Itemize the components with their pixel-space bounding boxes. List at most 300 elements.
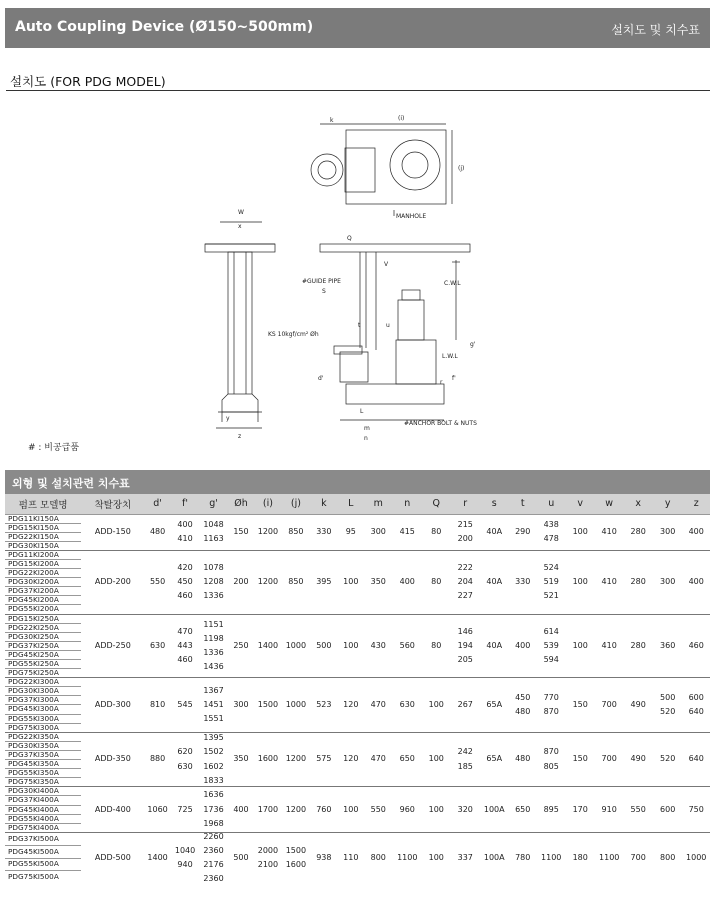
cell-value: 1100	[541, 852, 562, 862]
cell-value: 410	[177, 534, 193, 544]
cell-g	[199, 678, 227, 733]
label-manhole: MANHOLE	[396, 213, 427, 220]
col-f: f'	[171, 494, 199, 514]
col-z: z	[682, 494, 710, 514]
cell-value: 185	[457, 761, 473, 771]
cell-u	[537, 550, 565, 614]
cell-value: 870	[543, 747, 559, 757]
cell-l: 120	[338, 678, 364, 733]
cell-q: 80	[422, 514, 450, 550]
cell-d: 880	[144, 732, 170, 787]
cell-y	[653, 678, 683, 733]
cell-model: PDG75KI500A	[5, 871, 81, 883]
cell-model: PDG22KI300A	[5, 678, 81, 687]
cell-model: PDG75KI400A	[5, 823, 81, 832]
cell-j: 1200	[282, 732, 310, 787]
cell-model: PDG30KI350A	[5, 741, 81, 750]
cell-y: 600	[653, 787, 683, 832]
cell-x: 550	[623, 787, 653, 832]
label-f: f'	[452, 375, 456, 382]
cell-i: 1200	[254, 550, 281, 614]
label-cwl: C.W.L	[444, 280, 461, 287]
cell-value: 519	[543, 577, 559, 587]
col-t: t	[508, 494, 536, 514]
header-subtitle: 설치도 및 치수표	[611, 23, 700, 37]
cell-g	[199, 787, 227, 832]
cell-d: 1400	[144, 832, 170, 883]
col-s: s	[480, 494, 508, 514]
cell-l: 100	[338, 787, 364, 832]
cell-h: 150	[228, 514, 254, 550]
cell-device: ADD-400	[81, 787, 144, 832]
label-lwl: L.W.L	[442, 353, 458, 360]
cell-z: 750	[682, 787, 710, 832]
cell-l: 100	[338, 550, 364, 614]
cell-value: 1968	[203, 818, 224, 828]
table-row	[5, 732, 710, 741]
cell-value: 1395	[203, 733, 224, 743]
cell-t: 290	[508, 514, 536, 550]
cell-i: 1500	[254, 678, 281, 733]
cell-t: 650	[508, 787, 536, 832]
note-text: # : 비공급품	[28, 443, 80, 453]
cell-device: ADD-150	[81, 514, 144, 550]
cell-model: PDG45KI300A	[5, 705, 81, 714]
cell-l: 110	[338, 832, 364, 883]
label-r: r	[440, 379, 443, 386]
cell-l: 95	[338, 514, 364, 550]
label-l: L	[360, 408, 364, 415]
cell-model: PDG15KI250A	[5, 614, 81, 623]
cell-model: PDG22KI200A	[5, 569, 81, 578]
cell-device: ADD-200	[81, 550, 144, 614]
cell-model: PDG37KI350A	[5, 750, 81, 759]
cell-r	[451, 614, 481, 678]
table-row	[5, 514, 710, 523]
cell-n: 1100	[393, 832, 423, 883]
cell-q: 100	[422, 678, 450, 733]
cell-z: 400	[682, 514, 710, 550]
cell-model: PDG45KI400A	[5, 805, 81, 814]
table-title: 외형 및 설치관련 치수표	[5, 470, 710, 494]
cell-w: 700	[595, 678, 623, 733]
cell-d: 1060	[144, 787, 170, 832]
cell-model: PDG75KI250A	[5, 669, 81, 678]
cell-s: 40A	[480, 614, 508, 678]
cell-q: 80	[422, 550, 450, 614]
col-d: d'	[144, 494, 170, 514]
cell-j	[282, 832, 310, 883]
cell-x: 490	[623, 732, 653, 787]
cell-u	[537, 614, 565, 678]
cell-h: 250	[228, 614, 254, 678]
cell-value: 940	[177, 859, 193, 869]
cell-g	[199, 732, 227, 787]
cell-f	[171, 550, 199, 614]
cell-value: 1551	[203, 714, 224, 724]
cell-i: 1200	[254, 514, 281, 550]
col-i: (i)	[254, 494, 281, 514]
cell-x: 700	[623, 832, 653, 883]
cell-value: 478	[543, 534, 559, 544]
cell-r	[451, 787, 481, 832]
cell-model: PDG11KI150A	[5, 514, 81, 523]
cell-f	[171, 732, 199, 787]
cell-u	[537, 678, 565, 733]
cell-r	[451, 732, 481, 787]
cell-d: 550	[144, 550, 170, 614]
cell-model: PDG37KI400A	[5, 796, 81, 805]
cell-s: 100A	[480, 787, 508, 832]
cell-value: 420	[177, 563, 193, 573]
cell-value: 460	[177, 654, 193, 664]
label-w: W	[238, 209, 244, 216]
col-w: w	[595, 494, 623, 514]
cell-model: PDG45KI250A	[5, 650, 81, 659]
label-z: z	[238, 433, 242, 440]
cell-j: 850	[282, 514, 310, 550]
cell-f	[171, 787, 199, 832]
cell-m: 800	[364, 832, 392, 883]
cell-value: 194	[457, 640, 473, 650]
col-u: u	[537, 494, 565, 514]
cell-value: 520	[660, 706, 676, 716]
cell-value: 539	[543, 640, 559, 650]
cell-value: 600	[688, 692, 704, 702]
cell-y: 360	[653, 614, 683, 678]
cell-value: 1078	[203, 563, 224, 573]
cell-z: 460	[682, 614, 710, 678]
cell-u	[537, 514, 565, 550]
cell-value: 1208	[203, 577, 224, 587]
cell-y: 300	[653, 550, 683, 614]
cell-value: 2176	[203, 859, 224, 869]
cell-model: PDG22KI150A	[5, 532, 81, 541]
cell-s: 40A	[480, 514, 508, 550]
cell-q: 80	[422, 614, 450, 678]
cell-model: PDG55KI250A	[5, 660, 81, 669]
table-row	[5, 550, 710, 559]
cell-j: 850	[282, 550, 310, 614]
cell-value: 2000	[257, 845, 279, 855]
cell-x: 490	[623, 678, 653, 733]
label-x: x	[238, 223, 242, 230]
cell-value: 242	[457, 747, 473, 757]
cell-g	[199, 514, 227, 550]
cell-value: 337	[457, 852, 473, 862]
col-model: 펌프 모델명	[5, 494, 81, 514]
cell-value: 2360	[203, 845, 224, 855]
cell-k: 575	[310, 732, 337, 787]
cell-value: 1336	[203, 647, 224, 657]
col-q: Q	[422, 494, 450, 514]
cell-u	[537, 787, 565, 832]
cell-n: 650	[393, 732, 423, 787]
table-row	[5, 832, 710, 845]
cell-value: 1198	[203, 633, 224, 643]
label-guide-pipe: #GUIDE PIPE	[302, 278, 341, 285]
cell-y: 800	[653, 832, 683, 883]
cell-model: PDG45KI350A	[5, 760, 81, 769]
cell-h: 200	[228, 550, 254, 614]
cell-value: 545	[177, 699, 193, 709]
cell-value: 1163	[203, 534, 224, 544]
cell-value: 222	[457, 563, 473, 573]
cell-l: 100	[338, 614, 364, 678]
cell-value: 2100	[257, 859, 279, 869]
section-divider	[6, 90, 710, 91]
cell-value: 521	[543, 591, 559, 601]
table-row	[5, 614, 710, 623]
cell-value: 1602	[203, 761, 224, 771]
cell-g	[199, 832, 227, 883]
cell-value: 1502	[203, 747, 224, 757]
cell-v: 100	[565, 514, 595, 550]
cell-value: 1833	[203, 775, 224, 785]
col-v: v	[565, 494, 595, 514]
cell-value: 805	[543, 761, 559, 771]
label-t: t	[358, 322, 361, 329]
cell-i: 1600	[254, 732, 281, 787]
cell-value: 594	[543, 654, 559, 664]
cell-value: 1600	[285, 859, 307, 869]
cell-f	[171, 614, 199, 678]
label-n: n	[364, 435, 368, 442]
cell-l: 120	[338, 732, 364, 787]
cell-n: 560	[393, 614, 423, 678]
cell-m: 550	[364, 787, 392, 832]
cell-value: 1500	[285, 845, 307, 855]
cell-value: 227	[457, 591, 473, 601]
cell-model: PDG30KI250A	[5, 632, 81, 641]
cell-m: 350	[364, 550, 392, 614]
label-y: y	[226, 415, 230, 422]
cell-k: 938	[310, 832, 337, 883]
label-d: d'	[318, 375, 324, 382]
cell-v: 100	[565, 550, 595, 614]
cell-value: 500	[660, 692, 676, 702]
label-v: V	[384, 261, 389, 268]
label-g: g'	[470, 341, 476, 348]
cell-v: 100	[565, 614, 595, 678]
cell-h: 300	[228, 678, 254, 733]
cell-r	[451, 550, 481, 614]
cell-device: ADD-250	[81, 614, 144, 678]
cell-model: PDG30KI300A	[5, 687, 81, 696]
cell-j: 1200	[282, 787, 310, 832]
cell-model: PDG22KI250A	[5, 623, 81, 632]
col-l: L	[338, 494, 364, 514]
label-j: (j)	[458, 165, 465, 172]
dimension-table	[5, 494, 710, 883]
col-device: 착탈장치	[81, 494, 144, 514]
cell-h: 500	[228, 832, 254, 883]
cell-value: 443	[177, 640, 193, 650]
cell-k: 395	[310, 550, 337, 614]
cell-q: 100	[422, 832, 450, 883]
cell-model: PDG37KI300A	[5, 696, 81, 705]
cell-value: 1040	[174, 845, 196, 855]
cell-model: PDG45KI500A	[5, 845, 81, 858]
side-view	[205, 222, 275, 428]
cell-r	[451, 832, 481, 883]
cell-s: 65A	[480, 678, 508, 733]
cell-z: 640	[682, 732, 710, 787]
label-m: m	[364, 425, 370, 432]
cell-q: 100	[422, 732, 450, 787]
cell-g	[199, 614, 227, 678]
cell-model: PDG75KI300A	[5, 723, 81, 732]
cell-value: 470	[177, 626, 193, 636]
cell-value: 1736	[203, 804, 224, 814]
cell-n: 630	[393, 678, 423, 733]
cell-value: 620	[177, 747, 193, 757]
label-ks: KS 10kgf/cm² Øh	[268, 331, 319, 338]
cell-t: 400	[508, 614, 536, 678]
cell-device: ADD-350	[81, 732, 144, 787]
cell-n: 400	[393, 550, 423, 614]
cell-model: PDG30KI150A	[5, 541, 81, 550]
cell-value: 450	[515, 692, 531, 702]
cell-r	[451, 514, 481, 550]
cell-i: 1400	[254, 614, 281, 678]
col-k: k	[310, 494, 337, 514]
cell-model: PDG55KI300A	[5, 714, 81, 723]
cell-value: 640	[688, 706, 704, 716]
label-i: (i)	[398, 115, 405, 122]
cell-z	[682, 678, 710, 733]
cell-w: 410	[595, 550, 623, 614]
cell-model: PDG55KI350A	[5, 769, 81, 778]
cell-w: 410	[595, 614, 623, 678]
cell-value: 725	[177, 804, 193, 814]
cell-value: 1436	[203, 661, 224, 671]
cell-u	[537, 832, 565, 883]
cell-model: PDG37KI200A	[5, 587, 81, 596]
cell-t: 480	[508, 732, 536, 787]
cell-model: PDG37KI250A	[5, 641, 81, 650]
cell-value: 460	[177, 591, 193, 601]
cell-model: PDG55KI500A	[5, 858, 81, 871]
col-g: g'	[199, 494, 227, 514]
cell-m: 430	[364, 614, 392, 678]
cell-r	[451, 678, 481, 733]
cell-value: 614	[543, 626, 559, 636]
cell-value: 1336	[203, 591, 224, 601]
cell-y: 520	[653, 732, 683, 787]
table-header-row	[5, 494, 710, 514]
cell-x: 280	[623, 514, 653, 550]
cell-s: 100A	[480, 832, 508, 883]
cell-k: 330	[310, 514, 337, 550]
cell-w: 410	[595, 514, 623, 550]
cell-z: 1000	[682, 832, 710, 883]
cell-v: 150	[565, 732, 595, 787]
cell-t: 330	[508, 550, 536, 614]
cell-n: 415	[393, 514, 423, 550]
cell-value: 146	[457, 626, 473, 636]
cell-h: 350	[228, 732, 254, 787]
cell-k: 760	[310, 787, 337, 832]
cell-model: PDG75KI350A	[5, 778, 81, 787]
cell-value: 2360	[203, 874, 224, 884]
cell-value: 204	[457, 577, 473, 587]
cell-value: 267	[457, 699, 473, 709]
cell-i: 1700	[254, 787, 281, 832]
cell-f	[171, 678, 199, 733]
cell-w: 1100	[595, 832, 623, 883]
plan-view	[311, 124, 452, 216]
label-anchor: #ANCHOR BOLT & NUTS	[404, 420, 477, 427]
cell-value: 770	[543, 692, 559, 702]
cell-model: PDG55KI400A	[5, 814, 81, 823]
cell-m: 470	[364, 732, 392, 787]
cell-model: PDG11KI200A	[5, 550, 81, 559]
cell-m: 300	[364, 514, 392, 550]
cell-y: 300	[653, 514, 683, 550]
cell-value: 1636	[203, 790, 224, 800]
installation-drawing	[200, 100, 520, 460]
cell-model: PDG15KI150A	[5, 523, 81, 532]
cell-n: 960	[393, 787, 423, 832]
cell-j: 1000	[282, 678, 310, 733]
cell-model: PDG45KI200A	[5, 596, 81, 605]
cell-h: 400	[228, 787, 254, 832]
cell-v: 150	[565, 678, 595, 733]
cell-v: 180	[565, 832, 595, 883]
cell-d: 480	[144, 514, 170, 550]
cell-z: 400	[682, 550, 710, 614]
cell-u	[537, 732, 565, 787]
cell-value: 870	[543, 706, 559, 716]
cell-value: 524	[543, 563, 559, 573]
cell-model: PDG55KI200A	[5, 605, 81, 614]
table-row	[5, 678, 710, 687]
cell-q: 100	[422, 787, 450, 832]
cell-value: 895	[543, 804, 559, 814]
cell-d: 810	[144, 678, 170, 733]
cell-x: 280	[623, 614, 653, 678]
cell-t: 780	[508, 832, 536, 883]
cell-device: ADD-500	[81, 832, 144, 883]
col-y: y	[653, 494, 683, 514]
cell-k: 500	[310, 614, 337, 678]
cell-m: 470	[364, 678, 392, 733]
cell-value: 630	[177, 761, 193, 771]
col-h: Øh	[228, 494, 254, 514]
cell-d: 630	[144, 614, 170, 678]
cell-g	[199, 550, 227, 614]
cell-w: 910	[595, 787, 623, 832]
cell-value: 320	[457, 804, 473, 814]
cell-s: 40A	[480, 550, 508, 614]
cell-value: 400	[177, 520, 193, 530]
header-title: Auto Coupling Device (Ø150~500mm)	[15, 19, 314, 35]
cell-value: 450	[177, 577, 193, 587]
cell-device: ADD-300	[81, 678, 144, 733]
cell-value: 1151	[203, 619, 224, 629]
cell-value: 1048	[203, 520, 224, 530]
cell-value: 1367	[203, 685, 224, 695]
col-n: n	[393, 494, 423, 514]
label-q: Q	[347, 235, 352, 242]
col-r: r	[451, 494, 481, 514]
section-title: 설치도 (FOR PDG MODEL)	[10, 74, 166, 89]
cell-v: 170	[565, 787, 595, 832]
cell-t	[508, 678, 536, 733]
cell-model: PDG30KI400A	[5, 787, 81, 796]
label-k: k	[330, 117, 334, 124]
